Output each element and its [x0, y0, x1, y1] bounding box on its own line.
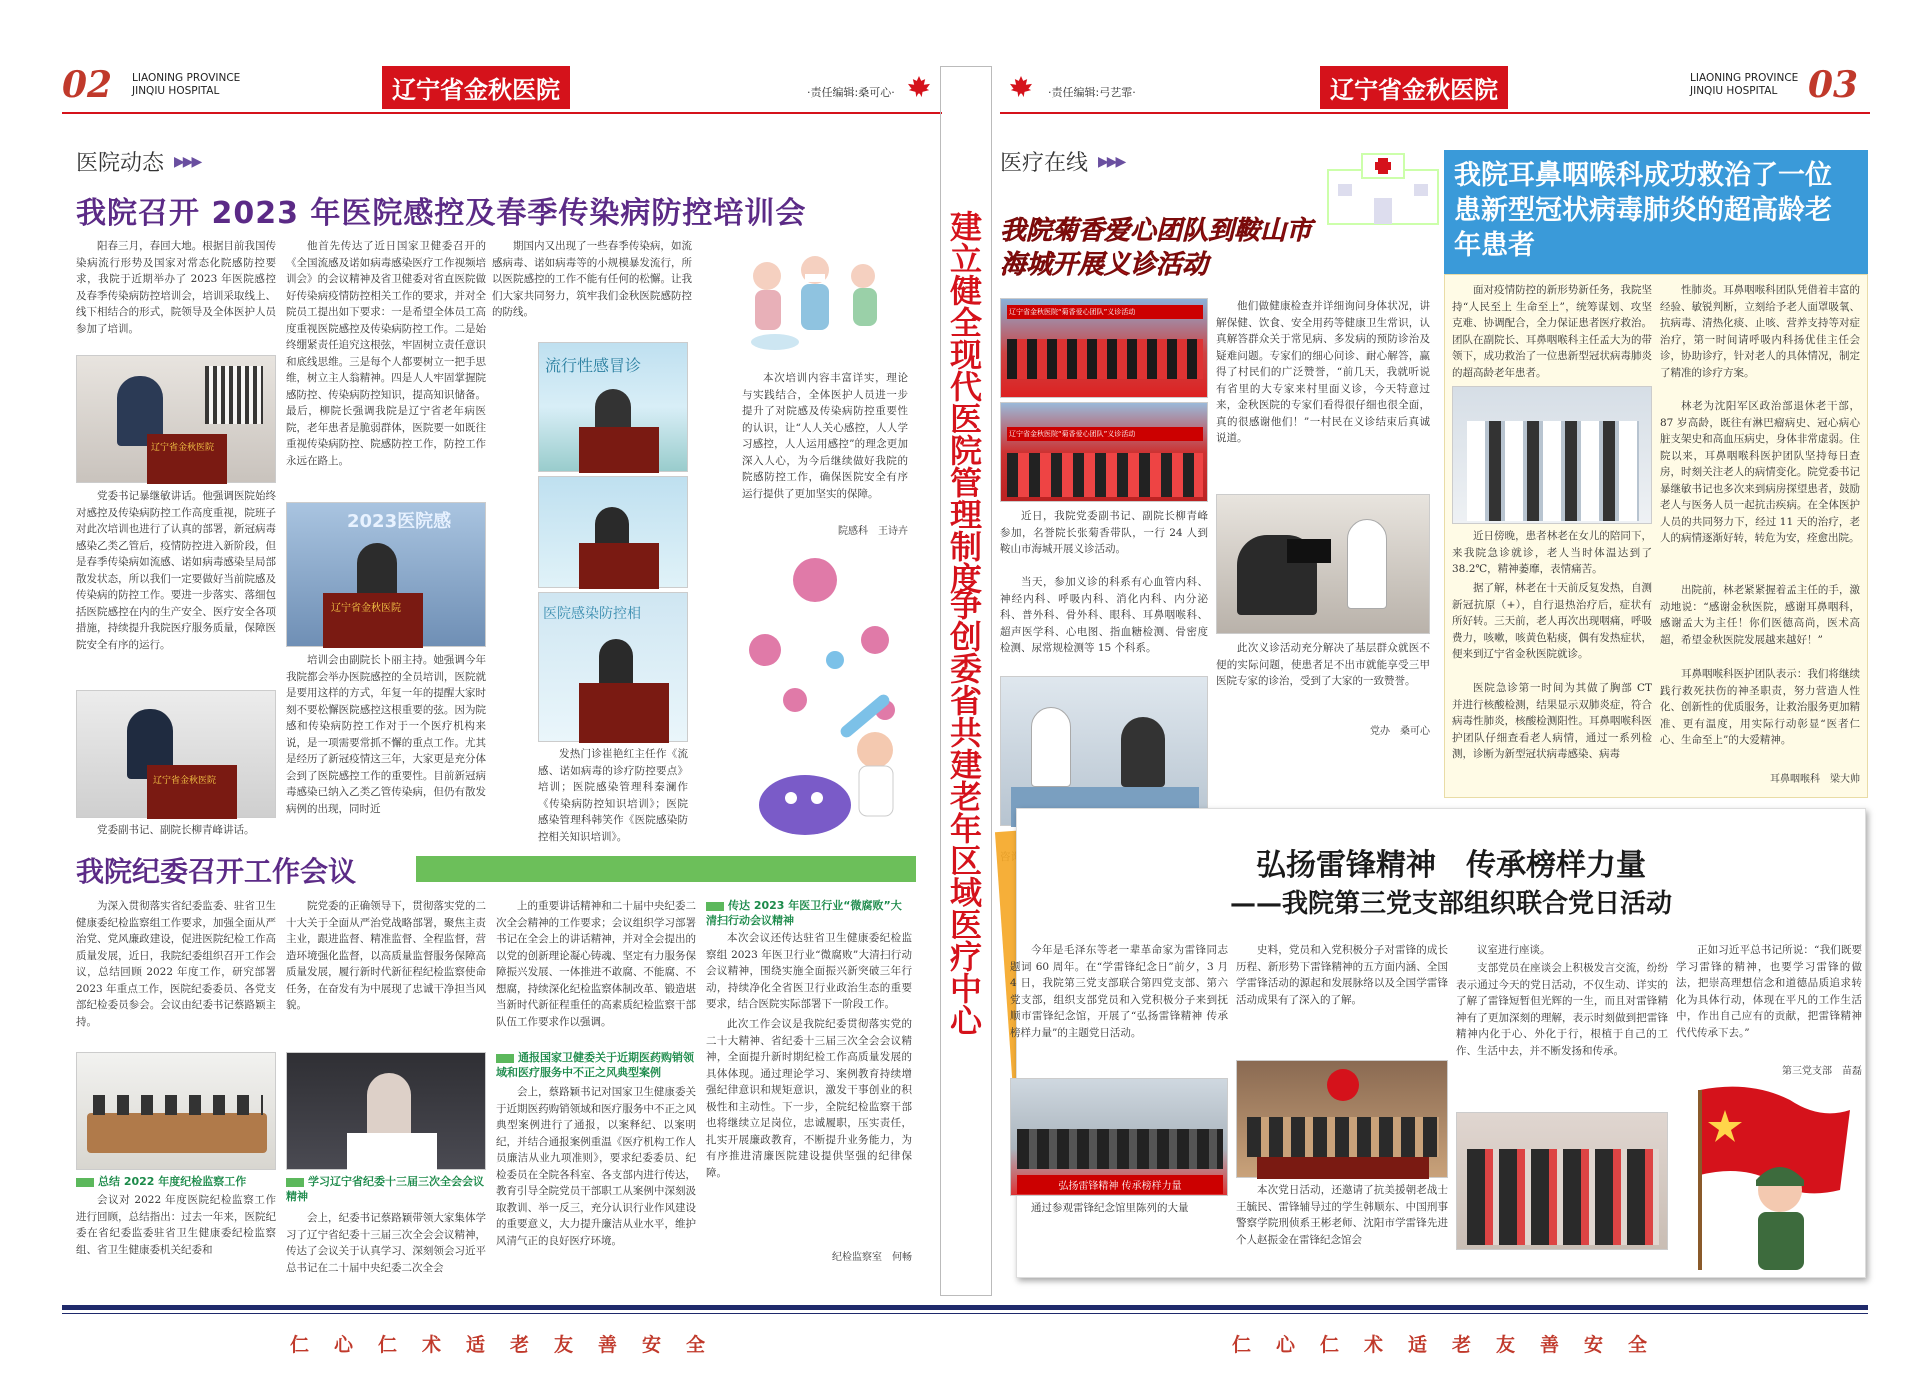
- hospital-english-name: LIAONING PROVINCE JINQIU HOSPITAL: [1690, 72, 1799, 97]
- photo-caption: 通过参观雷锋纪念馆里陈列的大量: [1031, 1202, 1189, 1214]
- article-paragraph: 史料，党员和入党积极分子对雷锋的成长历程、新形势下雷锋精神的五方面内涵、全国学雷锋活动的源起和发展脉络以及全国学雷锋活动成果有了深入的了解。: [1236, 944, 1448, 1006]
- green-marker: [706, 902, 724, 911]
- photo-caption: 本次党日活动，还邀请了抗美援朝老战士王毓民、雷锋辅导过的学生韩顺东、中国刑事警察学院刑侦系王彬老师、沈阳市学雷锋先进个人赵振金在雷锋纪念馆会: [1236, 1184, 1448, 1246]
- group-photo: [1000, 402, 1208, 502]
- article-title: 我院菊香爱心团队到鞍山市 海城开展义诊活动: [1000, 216, 1313, 280]
- article-title: 我院纪委召开工作会议: [76, 850, 368, 890]
- subheading: 学习辽宁省纪委十三届三次全会会议精神: [286, 1175, 484, 1203]
- article-byline: 院感科 王诗卉: [838, 526, 908, 537]
- article-paragraph: 医院急诊第一时间为其做了胸部 CT 并进行核酸检测，结果显示双肺炎症，符合病毒性肺炎，核酸检测阳性。耳鼻咽喉科医护团队仔细查看老人病情，通过一系列检测，诊断为新型冠状病毒感染、病毒: [1452, 682, 1652, 760]
- photo-caption: 发热门诊崔艳红主任作《流感、诺如病毒的诊疗防控要点》培训；医院感染管理科秦澜作《传染病防控知识培训》；医院感染管理科韩笑作《医院感染防控相关知识培训》。: [538, 748, 688, 843]
- photo-banner: 辽宁省金秋医院“菊香爱心团队”义诊活动: [1007, 427, 1203, 441]
- podium-banner: 辽宁省金秋医院: [151, 443, 215, 453]
- subheading: 传达 2023 年医卫行业“微腐败”大清扫行动会议精神: [706, 899, 902, 927]
- screen-text: 2023医院感: [347, 511, 452, 532]
- group-photo: [1010, 1078, 1228, 1196]
- clinic-photo: [1216, 494, 1430, 634]
- hospital-building-illustration: [1318, 148, 1448, 224]
- lecture-photo: [538, 476, 688, 588]
- podium-banner: 辽宁省金秋医院: [331, 603, 401, 614]
- article-paragraph: 他们做健康检查并详细询问身体状况，讲解保健、饮食、安全用药等健康卫生常识，认真解答群众关于常见病、多发病的预防诊治及疑难问题。专家们的细心问诊、耐心解答，赢得了村民们的广泛赞誉，“前几天，我就听说有省里的大专家来村里面义诊，今天特意过来，金秋医院的专家们看得很仔细也很全面，真的很感谢他们！”一村民在义诊结束后真诚说道。: [1216, 300, 1430, 444]
- right-header: [1000, 60, 1870, 110]
- attendees: [1007, 339, 1203, 379]
- conference-table: [1257, 1157, 1429, 1179]
- speaker-photo: [286, 502, 486, 647]
- left-header: [62, 60, 942, 110]
- article-paragraph: 当天，参加义诊的科系有心血管内科、神经内科、呼吸内科、消化内科、内分泌科、普外科、骨外科、眼科、耳鼻咽喉科、超声医学科、心电图、指血糖检测、骨密度检测、尿常规检测等 15 个科系。: [1000, 576, 1208, 654]
- green-title-bar: [416, 856, 916, 882]
- photo-caption: 此次义诊活动充分解决了基层群众就医不便的实际问题，使患者足不出市就能享受三甲医院专家的诊治，受到了大家的一致赞誉。: [1216, 642, 1430, 687]
- article-paragraph: 院党委的正确领导下，贯彻落实党的二十大关于全面从严治党战略部署，聚焦主责主业，跟进监督、精准监督、全程监督，营造环境强化监督，以高质量监督服务保障高质量发展，履行新时代新征程纪检监察使命任务，在奋发有为中展现了忠诚干净担当风貌。: [286, 900, 486, 1011]
- article-paragraph: 本次培训内容丰富详实，理论与实践结合，全体医护人员进一步提升了对院感及传染病防控重要性的认识，让“人人关心感控，人人学习感控，人人运用感控”的理念更加深入人心，为今后继续做好我院的院感防控工作，确保医院安全有序运行提供了更加坚实的保障。: [742, 372, 908, 500]
- green-marker: [76, 1178, 94, 1187]
- speaker-figure: [599, 639, 633, 689]
- group-photo: [1456, 1112, 1668, 1250]
- microphone: [347, 1133, 437, 1171]
- attendees: [1247, 1117, 1439, 1157]
- maple-leaf-icon: [908, 76, 930, 98]
- article-paragraph: 阳春三月，春回大地。根据目前我国传染病流行形势及国家对常态化院感防控要求，我院于近期举办了 2023 年医院感控及春季传染病防控培训会，培训采取线上、线下相结合的形式，院领导及全体医护人员参加了培训。: [76, 240, 276, 335]
- attendees: [1017, 1129, 1223, 1169]
- attendees: [93, 1095, 263, 1115]
- footer-rule-thin: [62, 1313, 1868, 1314]
- green-marker: [496, 1054, 514, 1063]
- article-paragraph: 会上，蔡路颖书记对国家卫生健康委关于近期医药购销领域和医疗服务中不正之风典型案例进行了通报，以案释纪、以案明纪，并结合通报案例重温《医疗机构工作人员廉洁从业九项准则》，要求纪委委员、纪检委员在全院各科室、各支部内进行传达，教育引导全院党员干部职工从案例中深刻汲取教训、举一反三，充分认识行业作风建设的重要意义，大力提升廉洁从业水平，维护风清气正的良好医疗环境。: [496, 1086, 696, 1247]
- editor-credit: ·责任编辑:弓艺霏·: [1048, 86, 1136, 99]
- subheading: 总结 2022 年度纪检监察工作: [76, 1174, 276, 1189]
- footer-motto: 仁心仁术适老友善安全: [290, 1334, 731, 1356]
- page-number: 03: [1808, 64, 1859, 106]
- group-photo: [1000, 298, 1208, 398]
- meeting-photo: [1236, 1060, 1448, 1178]
- attendees: [1007, 453, 1203, 497]
- article-paragraph: 出院前，林老紧紧握着孟主任的手，激动地说：“感谢金秋医院，感谢耳鼻咽科，感谢孟大为主任！你们医德高尚，医术高超，希望金秋医院发展越来越好！”: [1660, 584, 1860, 646]
- arrow-icons: ▶▶▶: [174, 153, 201, 170]
- photo-banner: 弘扬雷锋精神 传承榜样力量: [1017, 1175, 1223, 1194]
- hospital-english-name: LIAONING PROVINCE JINQIU HOSPITAL: [132, 72, 241, 97]
- speaker-photo: [286, 1052, 486, 1170]
- article-title: 我院召开 2023 年医院感控及春季传染病防控培训会: [76, 196, 807, 231]
- attendees: [1467, 1149, 1659, 1245]
- conference-table: [87, 1113, 267, 1153]
- article-paragraph: 会议对 2022 年度医院纪检监察工作进行回顾，总结指出：过去一年来，医院纪委在省纪委监委驻省卫生健康委纪检监察组、省卫生健康委机关纪委和: [76, 1194, 276, 1256]
- doctor-figure: [1031, 707, 1071, 787]
- virus-illustration: [725, 540, 925, 840]
- article-paragraph: 今年是毛泽东等老一辈革命家为雷锋同志题词 60 周年。在“学雷锋纪念日”前夕，3 月 4 日，我院第三党支部联合第四党支部、第六党支部，组织支部党员和入党积极分子来到抚顺市雷锋纪念馆，开展了“弘扬雷锋精神 传承榜样力量”的主题党日活动。: [1010, 944, 1228, 1039]
- photo-caption: 党委副书记、副院长柳青峰讲话。: [97, 824, 255, 836]
- patient-figure: [1121, 717, 1165, 787]
- photo-caption: 党委书记暴继敏讲话。他强调医院始终对感控及传染病防控工作高度重视，院班子对此次培训也进行了认真的部署，新冠病毒感染乙类乙管后，疫情防控进入新阶段，但是春季传染病如流感、诺如病毒感染呈局部散发状态，所以我们一定要做好当前院感及传染病的防控工作。要进一步落实、落细包括医院感控在内的生产安全、医疗安全各项措施，持续提升我院医疗服务质量，保障医院安全有序的运行。: [76, 490, 276, 651]
- hospital-title-banner: 辽宁省金秋医院: [382, 66, 570, 109]
- arrow-icons: ▶▶▶: [1098, 153, 1125, 170]
- podium: [579, 543, 659, 589]
- speaker-photo: [76, 690, 276, 818]
- article-byline: 第三党支部 苗磊: [1782, 1066, 1862, 1077]
- article-paragraph: 性肺炎。耳鼻咽喉科团队凭借着丰富的经验、敏锐判断，立刻给予老人面罩吸氧、抗病毒、清热化痰、止咳、营养支持等对症治疗，第一时间请呼吸内科扬优佳主任会诊，协助诊疗，针对老人的具体情况，制定了精准的诊疗方案。: [1660, 284, 1860, 379]
- article-paragraph: 正如习近平总书记所说：“我们既要学习雷锋的精神，也要学习雷锋的做法，把崇高理想信念和道德品质追求转化为具体行动，体现在平凡的工作生活中，作出自己应有的贡献，把雷锋精神代代传承下去。”: [1676, 944, 1862, 1039]
- article-byline: 纪检监察室 何畅: [832, 1252, 912, 1263]
- podium: [579, 427, 659, 473]
- green-marker: [286, 1178, 304, 1187]
- meeting-photo: [76, 1052, 276, 1170]
- header-rule: [1000, 112, 1870, 114]
- article-paragraph: 上的重要讲话精神和二十届中央纪委二次全会精神的工作要求；会议组织学习部署书记在全会上的讲话精神，并对全会提出的以党的创新理论凝心铸魂、坚定有力服务保障振兴发展、一体推进不敢腐、不能腐、不想腐，持续深化纪检监察体制改革、锻造堪当新时代新征程重任的高素质纪检监察干部队伍工作要求作以强调。: [496, 900, 696, 1028]
- video-camera: [1287, 539, 1331, 563]
- article-paragraph: 此次工作会议是我院纪委贯彻落实党的二十大精神、省纪委十三届三次全会会议精神，全面提升新时期纪检工作高质量发展的具体体现。通过理论学习、案例教育持续增强纪律意识和规矩意识，激发干事创业的积极性和主动性。下一步，全院纪检监察干部也将继续立足岗位，忠诚履职，压实责任，扎实开展廉政教育，不断提升业务能力，为有序推进清廉医院建设提供坚强的纪律保障。: [706, 1018, 912, 1179]
- lecture-photo: [538, 592, 688, 742]
- clinic-photo: [1000, 676, 1208, 826]
- hospital-title-banner: 辽宁省金秋医院: [1320, 66, 1508, 109]
- mask-people-illustration: [745, 246, 905, 356]
- article-byline: 党办 桑可心: [1370, 726, 1430, 737]
- article-paragraph: 耳鼻咽喉科医护团队表示：我们将继续践行救死扶伤的神圣职责，努力营造人性化、创新性的优质服务，让救治服务更加精准、更有温度，用实际行动彰显“医者仁心、生命至上”的大爱精神。: [1660, 668, 1860, 746]
- staff-group: [1467, 421, 1639, 521]
- subheading: 通报国家卫健委关于近期医药购销领域和医疗服务中不正之风典型案例: [496, 1051, 694, 1079]
- page-number: 02: [62, 64, 113, 106]
- qr-code-icon: [205, 366, 263, 424]
- article-paragraph: 林老为沈阳军区政治部退休老干部，87 岁高龄，既往有淋巴瘤病史、冠心病心脏支架史和高血压病史，身体非常虚弱。住院以来，耳鼻咽喉科医护团队坚持每日查房，时刻关注老人的病情变化。院党委书记暴继敏书记也多次来到病房探望患者，鼓励老人与医务人员一起抗击疾病。在全体医护人员的共同努力下，经过 11 天的治疗，老人的病情逐渐好转，转危为安，痊愈出院。: [1660, 400, 1860, 544]
- article-paragraph: 会上，纪委书记蔡路颖带领大家集体学习了辽宁省纪委十三届三次全会会议精神，传达了会议关于认真学习、深刻领会习近平总书记在二十届中央纪委二次全会: [286, 1212, 486, 1274]
- podium: [579, 683, 669, 743]
- article-paragraph: 本次会议还传达驻省卫生健康委纪检监察组 2023 年医卫行业“微腐败”大清扫行动会议精神，围绕实施全面振兴新突破三年行动，持续净化全省医卫行业政治生态的重要要求，结合医院实际部署下一阶段工作。: [706, 932, 912, 1010]
- article-paragraph: 据了解，林老在十天前反复发热，自测新冠抗原（+），自行退热治疗后，症状有所好转。三天前，老人再次出现咽痛，呼吸费力，咳嗽，咳黄色粘痰，偶有发热症状，便来到辽宁省金秋医院就诊。: [1452, 582, 1652, 660]
- podium-banner: 辽宁省金秋医院: [153, 776, 217, 786]
- article-paragraph: 他首先传达了近日国家卫健委召开的《全国流感及诺如病毒感染医疗工作视频培训会》的会议精神及省卫健委对省直医院做好传染病疫情防控相关工作的要求，并对全院员工提出如下要求：一是希望全体员工高度重视医院感控及传染病防控工作。二是始终绷紧责任追究这根弦，牢固树立责任意识和底线思维。三是每个人都要树立一把手思维，树立主人翁精神。四是人人牢固掌握院感防控、传染病防控知识，提高知识储备。最后，柳院长强调我院是辽宁省老年病医院，老年患者是脆弱群体，医院要一如既往重视传染病防控、院感防控工作，防控工作永远在路上。: [286, 240, 486, 467]
- article-title-box: [1444, 150, 1868, 274]
- article-paragraph: 议室进行座谈。: [1477, 944, 1551, 956]
- article-title-bar: [76, 850, 916, 888]
- screen-text: 流行性感冒诊: [545, 356, 642, 375]
- article-title: 弘扬雷锋精神 传承榜样力量 ——我院第三党支部组织联合党日活动: [1229, 848, 1672, 919]
- medical-team-photo: [1452, 386, 1652, 524]
- doctor-figure: [1347, 519, 1387, 609]
- photo-banner: 辽宁省金秋医院“菊香爱心团队”义诊活动: [1007, 305, 1203, 319]
- article-paragraph: 面对疫情防控的新形势新任务，我院坚持“人民至上 生命至上”，统筹谋划、攻坚克难、协调配合，全力保证患者医疗救治。团队在副院长、耳鼻咽喉科主任孟大为的带领下，成功救治了一位患新型冠状病毒肺炎的超高龄老年患者。: [1452, 284, 1652, 379]
- section-heading: 医院动态 ▶▶▶: [76, 151, 201, 176]
- photo-caption: 培训会由副院长卜丽主持。她强调今年我院都会举办医院感控的全员培训，医院就是要用这样的方式，年复一年的提醒大家时刻不要松懈医院感控这根重要的弦。因为院感和传染病防控工作对于一个医疗机构来说，是一项需要常抓不懈的重点工作。尤其是经历了新冠疫情这三年，大家更是充分体会到了医院感控工作的重要性。目前新冠病毒感染已纳入乙类乙管传染病，但仍有散发病例的出现，同时近: [286, 654, 486, 815]
- soldier-flag-illustration: [1680, 1080, 1860, 1270]
- party-emblem: [1327, 1069, 1359, 1101]
- article-paragraph: 近日，我院党委副书记、副院长柳青峰参加，名誉院长张菊香带队，一行 24 人到鞍山市海城开展义诊活动。: [1000, 510, 1208, 555]
- article-byline: 耳鼻咽喉科 梁大帅: [1770, 774, 1860, 785]
- speaker-photo: [76, 355, 276, 483]
- photo-caption: 近日傍晚，患者林老在女儿的陪同下，来我院急诊就诊，老人当时体温达到了 38.2℃，精神萎靡，表情痛苦。: [1452, 530, 1652, 575]
- screen-text: 医院感染防控相: [543, 606, 641, 622]
- article-paragraph: 为深入贯彻落实省纪委监委、驻省卫生健康委纪检监察组工作要求，加强全面从严治党、党风廉政建设，促进医院纪检工作高质量发展，近日，我院纪委组织召开工作会议，总结回顾 2022 年度工作，研究部署 2023 年重点工作，医院纪委委员、各党支部纪检委员参会。会议由纪委书记蔡路颖主持。: [76, 900, 276, 1028]
- header-rule: [62, 112, 942, 114]
- footer-motto: 仁心仁术适老友善安全: [1232, 1334, 1673, 1356]
- lecture-photo: [538, 342, 688, 472]
- footer-rule: [62, 1305, 1868, 1310]
- editor-credit: ·责任编辑:桑可心·: [807, 86, 895, 99]
- spine-slogan-2: 争创委省共建老年区域医疗中心: [945, 588, 983, 1036]
- article-title: 我院耳鼻咽喉科成功救治了一位患新型冠状病毒肺炎的超高龄老年患者: [1454, 160, 1832, 261]
- article-paragraph: 期国内又出现了一些春季传染病，如流感病毒、诺如病毒等的小规模暴发流行，所以医院感控的工作不能有任何的松懈。让我们大家共同努力，筑牢我们金秋医院感防控的防线。: [492, 240, 692, 318]
- section-heading: 医疗在线 ▶▶▶: [1000, 151, 1125, 176]
- spine-slogan-1: 建立健全现代医院管理制度: [945, 210, 983, 594]
- article-paragraph: 支部党员在座谈会上积极发言交流，纷纷表示通过今天的党日活动，不仅生动、详实的了解了雷锋短暂但光辉的一生，而且对雷锋精神有了更加深刻的理解，表示时刻做到把雷锋精神内化于心、外化于行，根植于自己的工作、生活中去，并不断发扬和传承。: [1456, 962, 1668, 1057]
- maple-leaf-icon: [1010, 76, 1032, 98]
